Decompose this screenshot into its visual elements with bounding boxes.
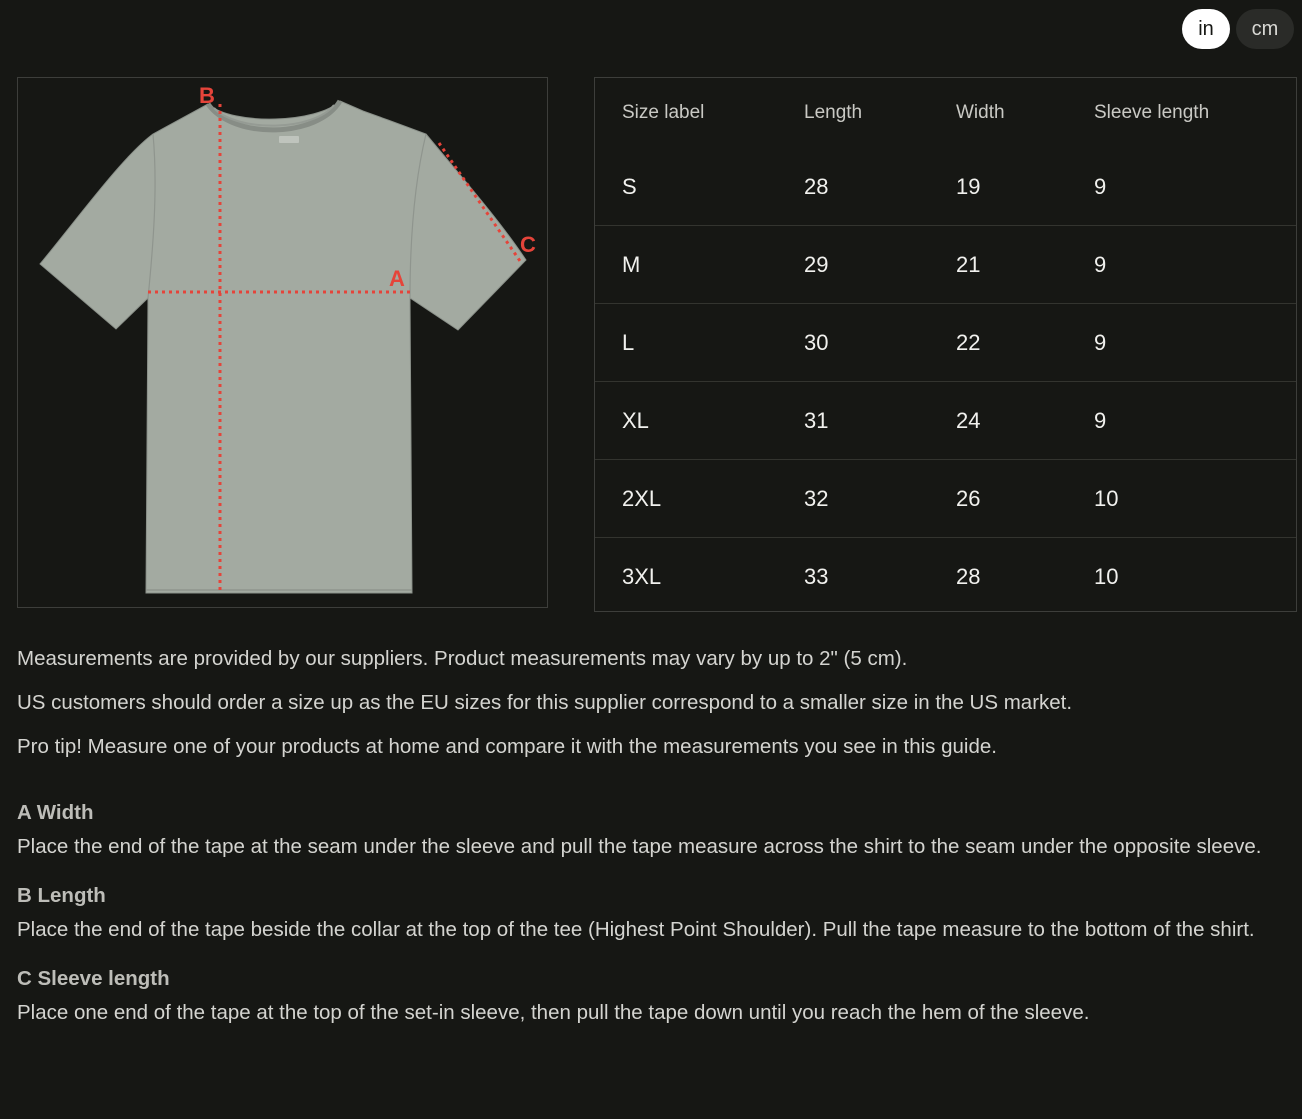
note-pro-tip: Pro tip! Measure one of your products at home and compare it with the measurements you see in this guide.	[17, 735, 997, 758]
cell-sleeve: 9	[1094, 304, 1296, 382]
table-row	[595, 460, 1296, 538]
guide-title: C Sleeve length	[17, 967, 170, 990]
table-header-row	[595, 78, 1296, 148]
cell-width: 19	[956, 148, 1094, 226]
cell-width: 22	[956, 304, 1094, 382]
cell-width: 24	[956, 382, 1094, 460]
table-row	[595, 226, 1296, 304]
measurement-guides	[17, 800, 1292, 1049]
cell-sleeve: 9	[1094, 148, 1296, 226]
cell-sleeve: 10	[1094, 563, 1119, 589]
table-row	[595, 538, 1296, 616]
guide-title: B Length	[17, 884, 106, 907]
cell-size: L	[595, 304, 804, 382]
tshirt-illustration	[18, 78, 547, 607]
label-a: A	[389, 266, 405, 291]
guide-text: Place the end of the tape beside the collar at the top of the tee (Highest Point Shoulder). Pull the tape measure to the bottom of the shirt.	[17, 918, 1255, 941]
cell-length: 28	[804, 148, 956, 226]
size-table	[595, 78, 1296, 615]
cell-length: 29	[804, 226, 956, 304]
cell-size: 2XL	[595, 460, 804, 538]
cell-length: 30	[804, 304, 956, 382]
cell-length: 33	[804, 563, 829, 589]
unit-option-cm[interactable]: cm	[1236, 9, 1294, 49]
table-row	[595, 382, 1296, 460]
guide-width	[17, 800, 1292, 863]
cell-width: 21	[956, 226, 1094, 304]
header-sleeve-length: Sleeve length	[1094, 102, 1210, 123]
cell-length: 31	[804, 382, 956, 460]
guide-sleeve-length	[17, 966, 1292, 1029]
cell-sleeve: 10	[1094, 460, 1296, 538]
cell-size: 3XL	[622, 563, 662, 589]
cell-sleeve: 9	[1094, 382, 1296, 460]
note-us-customers: US customers should order a size up as the EU sizes for this supplier correspond to a smaller size in the US market.	[17, 691, 1073, 714]
guide-text: Place the end of the tape at the seam under the sleeve and pull the tape measure across the shirt to the seam under the opposite sleeve.	[17, 835, 1262, 858]
cell-length: 32	[804, 460, 956, 538]
cell-size: XL	[595, 382, 804, 460]
header-width: Width	[956, 102, 1005, 123]
guide-length	[17, 883, 1292, 946]
table-row	[595, 148, 1296, 226]
size-table-panel	[594, 77, 1297, 612]
cell-size: S	[595, 148, 804, 226]
unit-toggle	[1182, 9, 1294, 49]
unit-option-in[interactable]: in	[1182, 9, 1230, 49]
cell-size: M	[595, 226, 804, 304]
tshirt-shape	[40, 101, 526, 593]
notes-section	[17, 646, 1292, 778]
table-row	[595, 304, 1296, 382]
label-c: C	[520, 232, 536, 257]
label-b: B	[199, 83, 215, 108]
header-length: Length	[804, 102, 863, 123]
measurement-diagram	[17, 77, 548, 608]
cell-width: 28	[956, 563, 981, 589]
cell-width: 26	[956, 460, 1094, 538]
header-size-label: Size label	[622, 102, 705, 123]
guide-title: A Width	[17, 801, 94, 824]
note-measurements: Measurements are provided by our suppliers. Product measurements may vary by up to 2" (5 cm).	[17, 647, 908, 670]
cell-sleeve: 9	[1094, 226, 1296, 304]
guide-text: Place one end of the tape at the top of the set-in sleeve, then pull the tape down until you reach the hem of the sleeve.	[17, 1001, 1090, 1024]
